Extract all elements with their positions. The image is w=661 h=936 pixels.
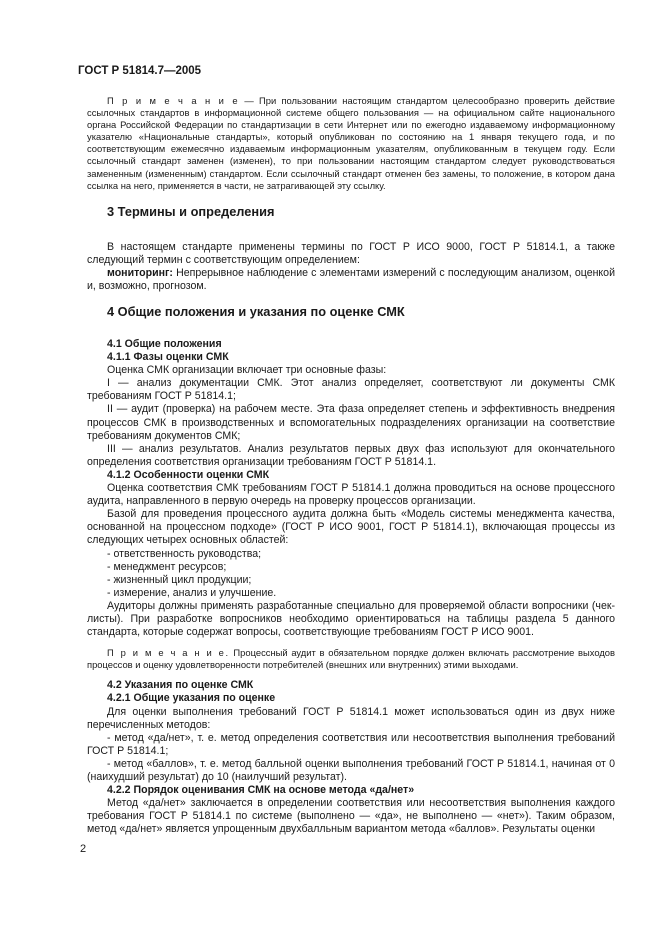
note-paragraph	[87, 95, 615, 192]
paragraph-method-points: - метод «баллов», т. е. метод балльной оценки выполнения требований ГОСТ Р 51814.1, начиная от 0 (наихудший результат) до 10 (наилучший результат).	[87, 757, 615, 783]
section-3-intro: В настоящем стандарте применены термины по ГОСТ Р ИСО 9000, ГОСТ Р 51814.1, а также следующий термин с соответствующим определением:	[87, 241, 615, 267]
paragraph-phases: Оценка СМК организации включает три основные фазы:	[107, 364, 387, 377]
note-block-references	[87, 95, 615, 192]
paragraph-process-audit: Оценка соответствия СМК требованиям ГОСТ Р 51814.1 должна проводиться на основе процессного аудита, направленного в первую очередь на проверку процессов организации.	[87, 482, 615, 508]
running-header: ГОСТ Р 51814.7—2005	[78, 65, 202, 77]
section-4	[87, 304, 615, 836]
term-definition-text: Непрерывное наблюдение с элементами измерений с последующим анализом, оценкой и, возможно, прогнозом.	[87, 267, 615, 293]
note-label: П р и м е ч а н и е	[107, 95, 240, 106]
list-item: - менеджмент ресурсов;	[107, 560, 227, 573]
list-item: - измерение, анализ и улучшение.	[107, 586, 277, 599]
section-3-title: 3 Термины и определения	[107, 204, 275, 219]
page-number: 2	[80, 843, 87, 855]
heading-4-2-1: 4.2.1 Общие указания по оценке	[107, 692, 276, 705]
list-item: - ответственность руководства;	[107, 547, 262, 560]
paragraph-methods: Для оценки выполнения требований ГОСТ Р 51814.1 может использоваться один из двух ниже перечисленных методов:	[87, 705, 615, 731]
paragraph-phase-2: II — аудит (проверка) на рабочем месте. Эта фаза определяет степень и эффективность внедрения процессов СМК в производственных и вспомогательных подразделениях организации на соответствие требованиям документов СМК;	[87, 403, 615, 442]
paragraph-phase-3: III — анализ результатов. Анализ результатов первых двух фаз используют для окончательного определения соответствия организации требованиям ГОСТ Р 51814.1.	[87, 442, 615, 468]
paragraph-model-base: Базой для проведения процессного аудита должна быть «Модель системы менеджмента качества, основанной на процессном подходе» (ГОСТ Р ИСО 9001, ГОСТ Р 51814.1), включающая процессы из следующих четырех основных областей:	[87, 508, 615, 547]
term: мониторинг:	[107, 267, 173, 280]
list-item: - жизненный цикл продукции;	[107, 573, 252, 586]
heading-4-1-2: 4.1.2 Особенности оценки СМК	[107, 468, 270, 481]
note-label: П р и м е ч а н и е.	[107, 647, 230, 659]
paragraph-method-yes-no: - метод «да/нет», т. е. метод определения соответствия или несоответствия выполнения требований ГОСТ Р 51814.1;	[87, 731, 615, 757]
paragraph-phase-1: I — анализ документации СМК. Этот анализ определяет, соответствуют ли документы СМК требованиям ГОСТ Р 51814.1;	[87, 377, 615, 403]
note-text: Процессный аудит в обязательном порядке должен включать рассмотрение выходов процессов и оценку удовлетворенности потребителей (внешних или внутренних) этими выходами.	[87, 647, 616, 671]
heading-4-2: 4.2 Указания по оценке СМК	[107, 679, 254, 692]
note-text: — При пользовании настоящим стандартом целесообразно проверить действие ссылочных стандартов в информационной системе общего пользования — на официальном сайте национального органа Российской Федерации по стандартизации в сети Интернет или по ежегодно издаваемому информационному указателю «Национальные стандарты», который опубликован по состоянию на 1 января текущего года, и по соответствующим ежемесячно издаваемым информационным указателям, опубликованным в текущем году. Если ссылочный стандарт заменен (изменен), то при пользовании настоящим стандартом следует руководствоваться замененным (измененным) стандартом. Если ссылочный стандарт отменен без замены, то положение, в котором дана ссылка на него, применяется в части, не затрагивающей эту ссылку.	[87, 95, 615, 191]
heading-4-2-2: 4.2.2 Порядок оценивания СМК на основе метода «да/нет»	[107, 784, 415, 797]
term-definition	[87, 267, 615, 293]
paragraph-yes-no-procedure: Метод «да/нет» заключается в определении соответствия или несоответствия выполнения каждого требования ГОСТ Р 51814.1 по системе (выполнено — «да», не выполнено — «нет»). Таким образом, метод «да/нет» является упрощенным двухбалльным вариантом метода «баллов». Результаты оценки	[87, 797, 615, 836]
section-4-title: 4 Общие положения и указания по оценке СМК	[107, 304, 405, 319]
section-3	[87, 204, 615, 293]
paragraph-auditors: Аудиторы должны применять разработанные специально для проверяемой области вопросники (чек-листы). При разработке вопросников необходимо ориентироваться на таблицы раздела 5 данного стандарта, которые содержат вопросы, соответствующие требованиям ГОСТ Р ИСО 9001.	[87, 599, 615, 639]
heading-4-1: 4.1 Общие положения	[107, 338, 222, 350]
heading-4-1-1: 4.1.1 Фазы оценки СМК	[107, 351, 229, 364]
note-process-audit	[87, 647, 615, 671]
